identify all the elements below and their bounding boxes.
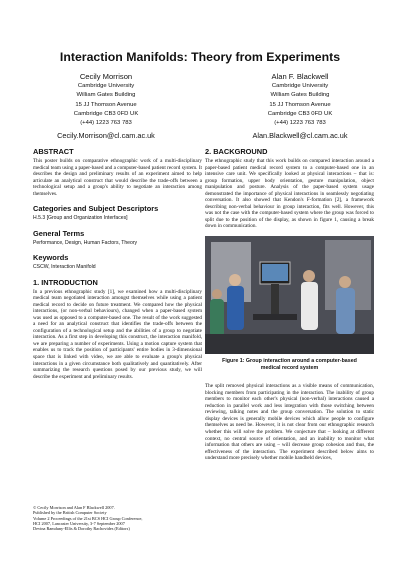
footer-line: HCI 2007, Lancaster University, 3-7 September 2007: [33, 520, 125, 526]
author-phone: (+44) 1223 763 783: [274, 120, 326, 127]
author-building: William Gates Building: [76, 92, 136, 99]
author-phone: (+44) 1223 763 783: [80, 120, 132, 127]
author-street: 15 JJ Thomson Avenue: [269, 101, 331, 108]
author-name: Cecily Morrison: [79, 72, 133, 81]
author-affiliation: Cambridge University: [271, 83, 329, 89]
footer-line: Devina Ramduny-Ellis & Dorothy Rachovides (Editors): [33, 526, 130, 532]
author-city: Cambridge CB3 0FD UK: [267, 110, 333, 117]
paper-title: Interaction Manifolds: Theory from Experiments: [59, 50, 341, 64]
right-column: [205, 147, 374, 462]
introduction-heading: 1. INTRODUCTION: [33, 277, 98, 287]
author-street: 15 JJ Thomson Avenue: [75, 101, 137, 108]
abstract-heading: ABSTRACT: [33, 147, 74, 156]
background-text-continued: The split removed physical interactions as a visible means of communication, blocking members from participating in the interaction. The inability of group members to monitor each other's physical (non-verbal) interactions caused a reduction in parallel work and less integration with those switching between reviewing, talking notes and the group conversation. The solution to static display devices is generally mobile devices which allow people to configure themselves as need be. However, it is not clear from our ethnographic research whether this will solve the problem. We conjecture that – looking at different context, no central source of orientation, and an inability to monitor what information that others are using – will decrease group cohesion and thus, the effectiveness of the interaction. The experiment described below aims to understand more precisely whether mobile handheld devices,: [205, 383, 374, 462]
general-terms-heading: General Terms: [33, 228, 85, 238]
author-block-2: [230, 72, 370, 141]
figure-photo-illustration: [205, 236, 374, 354]
author-affiliation: Cambridge University: [77, 83, 135, 89]
copyright-footer: [33, 505, 202, 531]
left-column: [33, 147, 202, 380]
general-terms-text: Performance, Design, Human Factors, Theory: [33, 239, 138, 246]
figure-photo: [205, 236, 374, 354]
abstract-text: This poster builds on comparative ethnographic work of a multi-disciplinary medical team using a paper-based and a computer-based patient record system. It describes the design and preliminary results of an experiment aimed to help articulate an analytical construct that would describe the trade-offs between a technological setup and a group's ability to negotiate an interaction among themselves.: [33, 158, 202, 197]
keywords-heading: Keywords: [33, 253, 69, 263]
author-email: Alan.Blackwell@cl.cam.ac.uk: [252, 131, 348, 141]
author-city: Cambridge CB3 0FD UK: [73, 110, 139, 117]
figure-caption: Figure 1: Group interaction around a computer-based medical record system: [222, 358, 357, 371]
categories-text: H.5.3 [Group and Organization Interfaces]: [33, 215, 128, 222]
background-text: The ethnographic study that this work builds on compared interaction around a paper-based patient medical record system to a computer-based one in an intensive care unit. We specifically looked at physical interactions – that is: group formation, upper body orientation, gesture manipulation, object manipulation and posture. Analysis of the paper-based system usage demonstrated the importance of physical interactions in seamlessly negotiating conversation. It also showed that Kendon's F-formation [2], a framework describing non-verbal behaviour in group interaction, fits well. However, this was not the case with the computer-based system where the group was forced to split due to the position of the display, as shown in figure 1, causing a break down in communication.: [205, 158, 374, 230]
keywords-text: CSCW, Interaction Manifold: [33, 264, 96, 271]
introduction-text: In a previous ethnographic study [1], we examined how a multi-disciplinary medical team negotiated interaction amongst themselves while using a patient medical record to decide on future treatment. We compared how the physical interactions, (or non-verbal behaviours), changed when a paper-based system was used as opposed to a computer-based one. The result of the work suggested a need for an analytical construct that identifies the trade-offs between the configuration of a technological setup and the abilities of a group to negotiate interaction. As a first step in developing this construct, the interaction manifold, we are preparing a number of experiments. Using a motion capture system that enables us to track the position of participants' entire bodies in 3-dimensional space that is linked with video, we are able to evaluate a group's physical interactions in a given circumstance both qualitatively and quantitatively. After summarizing the research questions posed by our previous study, we will describe the experiment and preliminary results.: [33, 288, 202, 380]
author-name: Alan F. Blackwell: [271, 72, 329, 81]
footer-line: Published by the British Computer Society: [33, 510, 107, 516]
background-heading: 2. BACKGROUND: [205, 147, 268, 156]
author-building: William Gates Building: [270, 92, 330, 99]
footer-line: © Cecily Morrison and Alan F Blackwell 2007.: [33, 505, 115, 510]
author-email: Cecily.Morrison@cl.cam.ac.uk: [57, 131, 155, 141]
author-block-1: [36, 72, 176, 141]
footer-line: Volume 2 Proceedings of the 21st BCS HCI Group Conference,: [33, 515, 143, 521]
categories-heading: Categories and Subject Descriptors: [33, 204, 159, 214]
